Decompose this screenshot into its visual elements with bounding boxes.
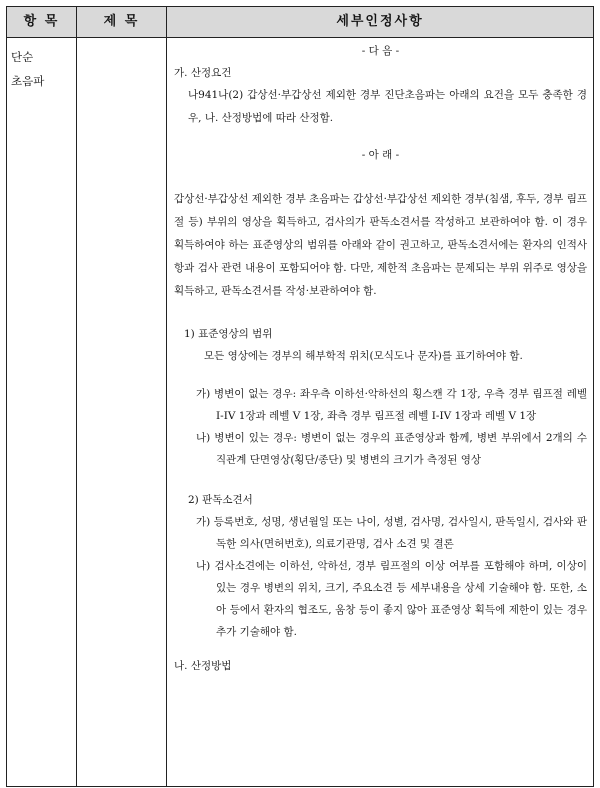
section-ga-title: 가. 산정요건 [174,67,232,79]
main-paragraph: 갑상선·부갑상선 제외한 경부 초음파는 갑상선·부갑상선 제외한 경부(침샘, 후두, 경부 림프절 등) 부위의 영상을 획득하고, 검사의가 판독소견서를 작성하고 보관하여야 함. 이 경우 획득하여야 하는 표준영상의 범위를 아래와 같이 권고하고, 판독소견서에는 환자의 인적사항과 검사 관련 내용이 포함되어야 함. 다만, 제한적 초음파는 문제되는 부위 위주로 영상을 획득하고, 판독소견서를 작성·보관하여야 함. [174,193,587,297]
column-divider [166,7,167,786]
column-divider [76,7,77,786]
subsection-2-item-ga: 가) 등록번호, 성명, 생년월일 또는 나이, 성별, 검사명, 검사일시, 판독일시, 검사와 판독한 의사(면허번호), 의료기관명, 검사 소견 및 결론 [196,516,587,550]
item-line: 초음파 [11,74,45,88]
subsection-1-body: 모든 영상에는 경부의 해부학적 위치(모식도나 문자)를 표기하여야 함. [204,350,523,362]
subsection-2-title: 2) 판독소견서 [188,494,253,506]
heading-below: - 아 래 - [361,149,400,161]
item-line: 단순 [11,50,34,64]
item-cell [11,45,71,93]
subsection-2-item-na: 나) 검사소견에는 이하선, 악하선, 경부 림프절의 이상 여부를 포함해야 하며, 이상이 있는 경우 병변의 위치, 크기, 주요소견 등 세부내용을 상세 기술해야 함. 또한, 소아 등에서 환자의 협조도, 움창 등이 좋지 않아 표준영상 획득에 제한이 있는 경우 추가 기술해야 함. [196,560,587,638]
document-table [6,6,594,787]
subsection-1-item-ga: 가) 병변이 없는 경우: 좌우측 이하선·악하선의 횡스캔 각 1장, 우측 경부 림프절 레벨 I-IV 1장과 레벨 V 1장, 좌측 경부 림프절 레벨 I-IV 1장과 레벨 V 1장 [196,388,587,422]
subsection-1-title: 1) 표준영상의 범위 [184,328,273,340]
detail-content [174,40,587,677]
header-item: 항 목 [23,14,60,29]
section-na-title: 나. 산정방법 [174,660,232,672]
header-title: 제 목 [103,14,140,29]
subsection-1-item-na: 나) 병변이 있는 경우: 병변이 없는 경우의 표준영상과 함께, 병변 부위에서 2개의 수직관계 단면영상(횡단/종단) 및 병변의 크기가 측정된 영상 [196,432,587,466]
section-ga-body: 나941나(2) 갑상선·부갑상선 제외한 경부 진단초음파는 아래의 요건을 모두 충족한 경우, 나. 산정방법에 따라 산정함. [188,89,587,124]
heading-follow: - 다 음 - [361,45,400,57]
header-detail: 세부인정사항 [336,14,424,29]
table-header [7,7,593,38]
